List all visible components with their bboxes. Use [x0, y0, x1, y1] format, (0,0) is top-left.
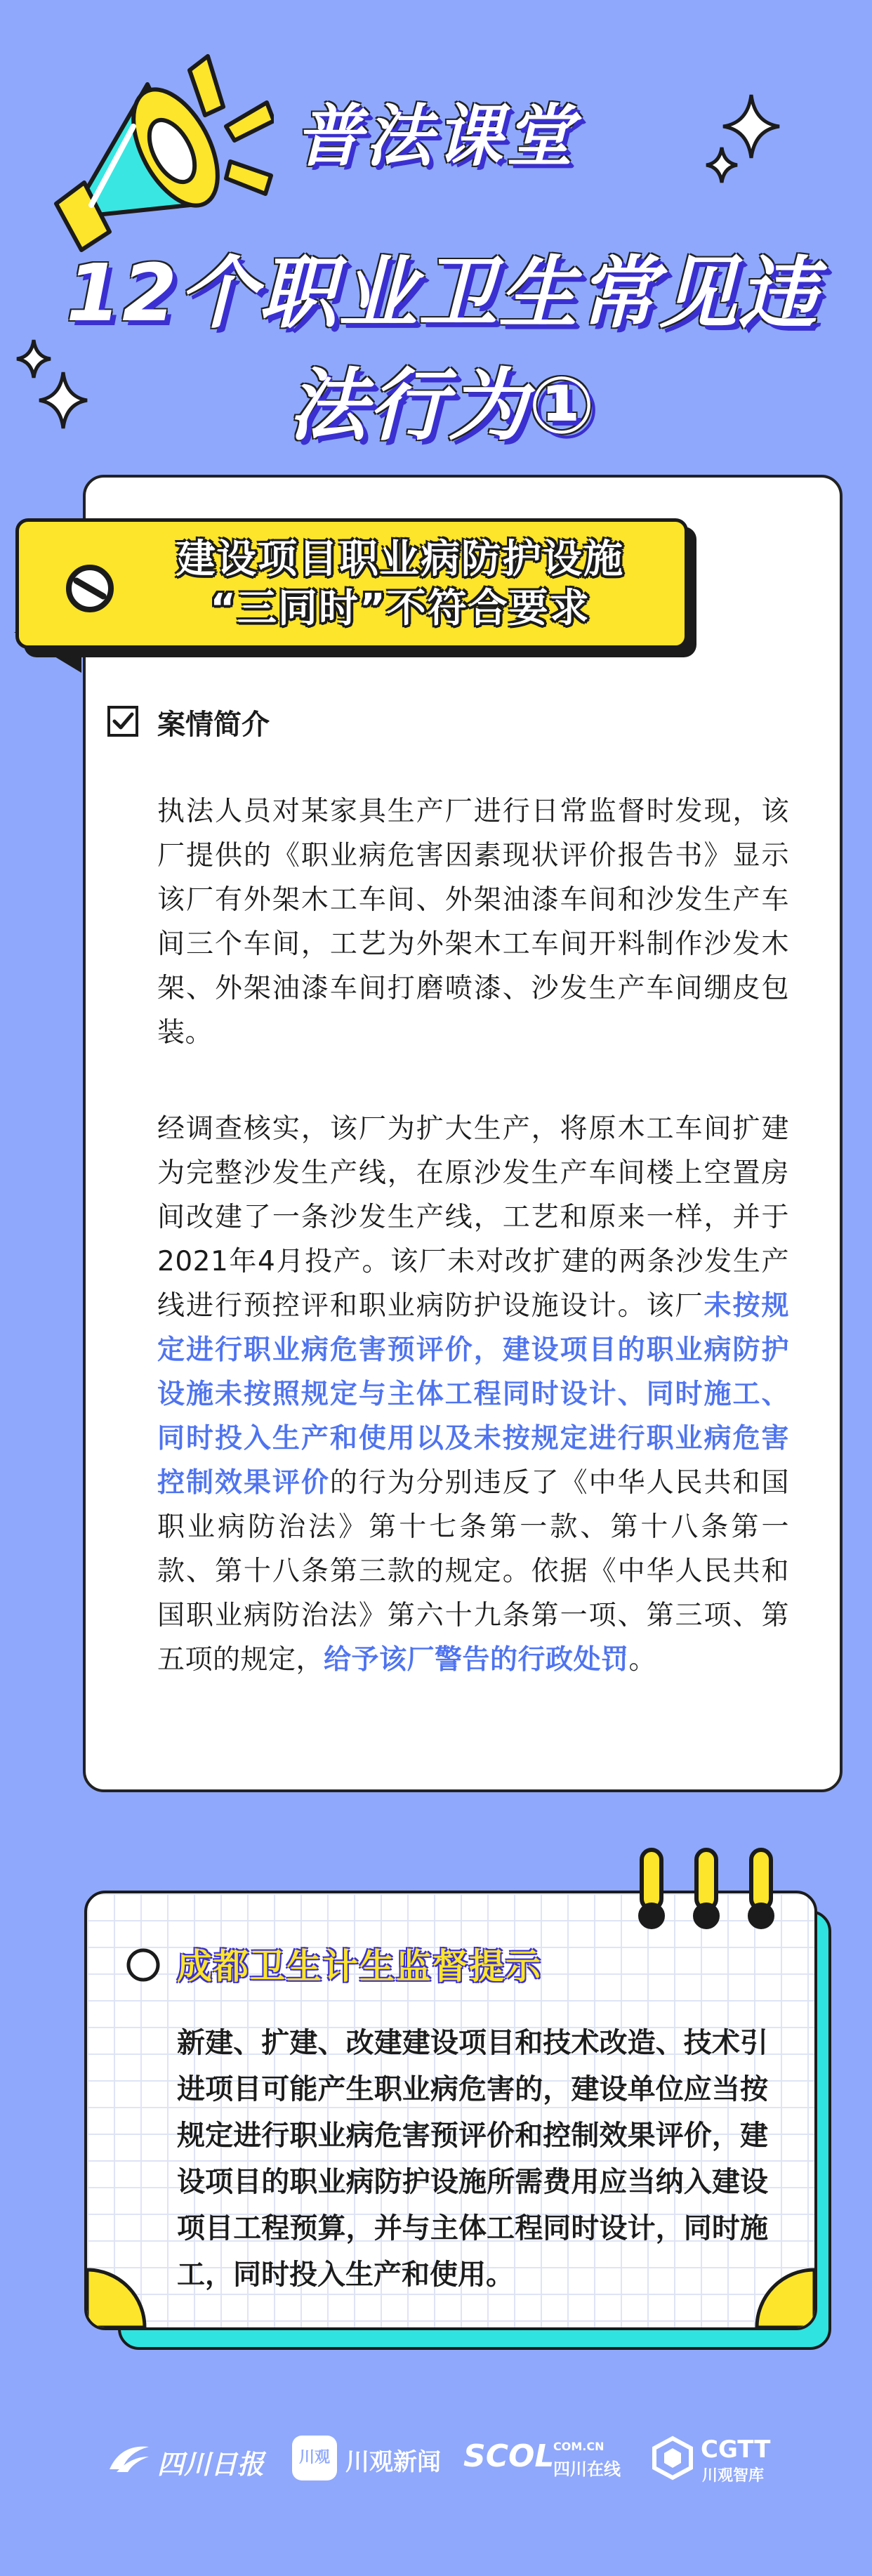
- header-subtitle: 普法课堂: [295, 97, 576, 176]
- chuanguan-badge: [292, 2436, 337, 2480]
- section-label: 案情简介: [157, 709, 270, 741]
- circle-bullet-icon: [125, 1947, 161, 1983]
- tip-body: 新建、扩建、改建建设项目和技术改造、技术引进项目可能产生职业病危害的，建设单位应当按规定进行职业病危害预评价和控制效果评价，建设项目的职业病防护设施所需费用应当纳入建设项目工程预算，并与主体工程同时设计，同时施工，同时投入生产和使用。: [177, 2027, 768, 2291]
- sichuan-daily-logo-icon: [107, 2441, 152, 2475]
- chuanguan-badge-text: 川观: [298, 2449, 330, 2466]
- logo-chuanguan-news: 川观新闻: [345, 2448, 441, 2476]
- case-paragraph-2: [157, 1107, 789, 1682]
- page-title-line1: 12个职业卫生常见违: [66, 248, 819, 339]
- case-paragraph-1: 执法人员对某家具生产厂进行日常监督时发现，该厂提供的《职业病危害因素现状评价报告书》显示该厂有外架木工车间、外架油漆车间和沙发生产车间三个车间，工艺为外架木工车间开料制作沙发木架、外架油漆车间打磨喷漆、沙发生产车间绷皮包装。: [157, 796, 789, 1049]
- sparkle-icon: [702, 91, 786, 197]
- cgtt-logo-icon: [650, 2436, 695, 2480]
- logo-scol: SCOL: [463, 2438, 555, 2474]
- corner-decoration: [84, 2267, 147, 2330]
- logo-scol-domain: COM.CN: [553, 2440, 605, 2453]
- logo-sichuan-daily: 四川日报: [157, 2449, 265, 2480]
- logo-scol-sub: 四川在线: [553, 2459, 621, 2479]
- case-paragraph-2-text-b: 的行为分别违反了《中华人民共和国职业病防治法》第十七条第一款、第十八条第一款、第十八条第三款的规定。依据《中华人民共和国职业病防治法》第六十九条第一项、第三项、第五项的规定，: [157, 1467, 789, 1676]
- checkbox-icon: [107, 705, 139, 737]
- footer-logos: [98, 2423, 786, 2493]
- page-title-line2: 法行为①: [288, 360, 597, 452]
- case-paragraph-2-text-a: 经调查核实，该厂为扩大生产，将原木工车间扩建为完整沙发生产线，在原沙发生产车间楼上空置房间改建了一条沙发生产线，工艺和原来一样，并于2021年4月投产。该厂未对改扩建的两条沙发生产线进行预控评和职业病防护设施设计。该厂: [157, 1113, 789, 1322]
- case-paragraph-2-end: 。: [628, 1644, 657, 1676]
- case-banner-title: [133, 535, 667, 633]
- page-title: [28, 237, 857, 462]
- logo-cgtt: CGTT: [701, 2436, 771, 2464]
- case-banner-line2: “三同时”不符合要求: [210, 586, 590, 631]
- case-highlight-violation: 未按规定进行职业病危害预评价，建设项目的职业病防护设施未按照规定与主体工程同时设计、同时施工、同时投入生产和使用以及未按规定进行职业病危害控制效果评价: [157, 1290, 789, 1499]
- tip-title: 成都卫生计生监督提示: [177, 1946, 542, 1987]
- megaphone-icon: [42, 42, 274, 253]
- case-highlight-penalty: 给予该厂警告的行政处罚: [324, 1644, 629, 1676]
- case-banner-line1: 建设项目职业病防护设施: [176, 537, 624, 582]
- binder-ring-icon: [632, 1846, 793, 1937]
- logo-cgtt-sub: 川观智库: [702, 2467, 765, 2485]
- prohibited-icon: [63, 562, 117, 615]
